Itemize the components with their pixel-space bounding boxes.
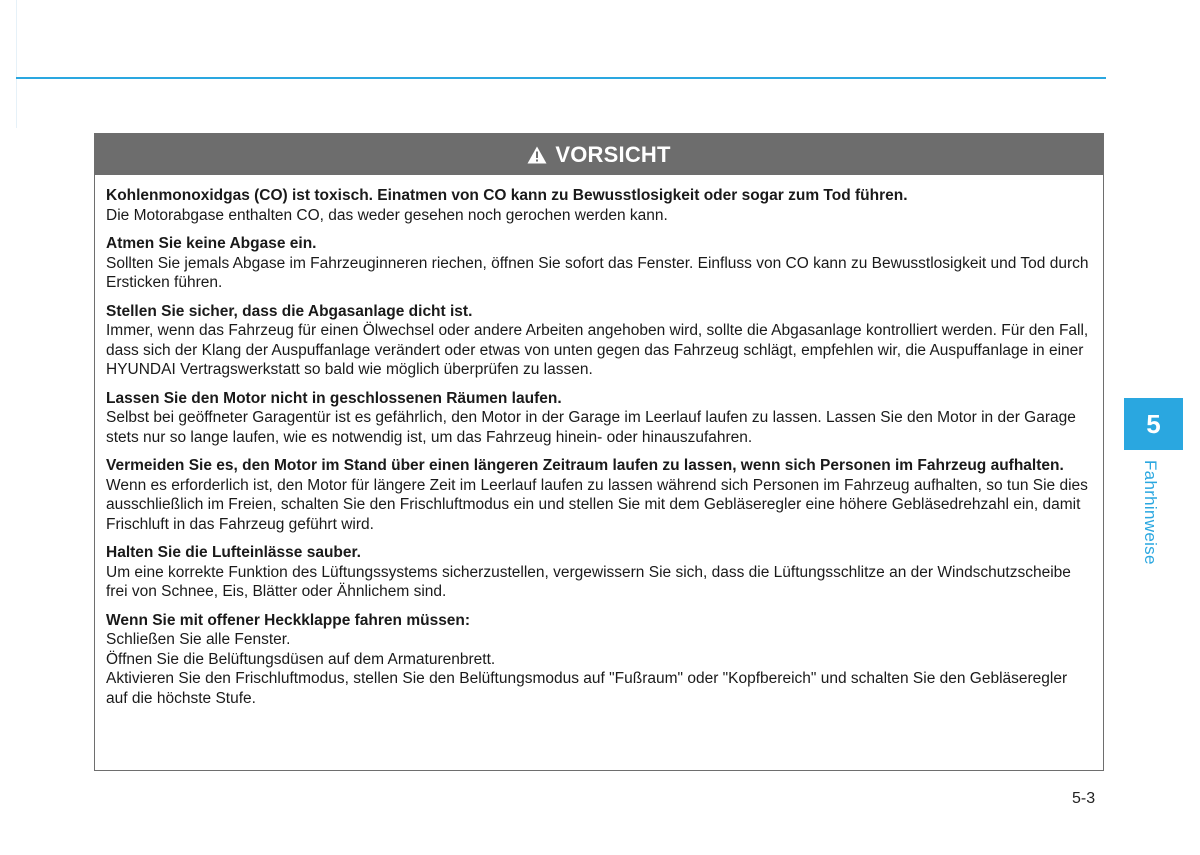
- block-text: Wenn es erforderlich ist, den Motor für längere Zeit im Leerlauf laufen zu lassen während sich Personen im Fahrzeug aufhalten, so tun Sie dies ausschließlich im Freien, schalten Sie den Frischluftmodus ein und stellen Sie mit dem Gebläseregler eine höhere Gebläsedrehzahl ein, damit Frischluft in das Fahrzeug geführt wird.: [106, 476, 1088, 533]
- block-text: Selbst bei geöffneter Garagentür ist es gefährlich, den Motor in der Garage im Leerlauf laufen zu lassen. Lassen Sie den Motor in der Garage stets nur so lange laufen, wie es notwendig ist, um das Fahrzeug hinein- oder hinauszufahren.: [106, 409, 1076, 446]
- block-text: Sollten Sie jemals Abgase im Fahrzeuginneren riechen, öffnen Sie sofort das Fenster. Einfluss von CO kann zu Bewusstlosigkeit und Tod durch Ersticken führen.: [106, 254, 1089, 291]
- page-number: 5-3: [1072, 790, 1096, 807]
- caution-block-tailgate: [106, 611, 1092, 709]
- block-title: Wenn Sie mit offener Heckklappe fahren müssen:: [106, 611, 471, 629]
- block-title: Vermeiden Sie es, den Motor im Stand über einen längeren Zeitraum laufen zu lassen, wenn sich Personen im Fahrzeug aufhalten.: [106, 457, 1064, 474]
- block-text: Um eine korrekte Funktion des Lüftungssystems sicherzustellen, vergewissern Sie sich, dass die Lüftungsschlitze an der Windschutzscheibe frei von Schnee, Eis, Blätter oder Ähnlichem sind.: [106, 563, 1071, 600]
- caution-box: [94, 133, 1104, 771]
- caution-block-co: [106, 186, 1092, 225]
- block-title: Kohlenmonoxidgas (CO) ist toxisch. Einatmen von CO kann zu Bewusstlosigkeit oder sogar zum Tod führen.: [106, 187, 908, 204]
- warning-triangle-icon: [527, 146, 547, 164]
- caution-body: [95, 175, 1103, 708]
- block-text: Die Motorabgase enthalten CO, das weder gesehen noch gerochen werden kann.: [106, 206, 668, 224]
- chapter-tab: 5: [1124, 398, 1183, 450]
- caution-block-closed-rooms: [106, 389, 1092, 448]
- left-margin-line: [16, 0, 17, 128]
- caution-title: VORSICHT: [555, 141, 671, 167]
- block-text: Immer, wenn das Fahrzeug für einen Ölwechsel oder andere Arbeiten angehoben wird, sollte die Abgasanlage kontrolliert werden. Für den Fall, dass sich der Klang der Auspuffanlage verändert oder etwas von unten gegen das Fahrzeug schlägt, empfehlen wir, die Auspuffanlage in einer HYUNDAI Vertragswerkstatt so bald wie möglich überprüfen zu lassen.: [106, 322, 1089, 378]
- caution-block-idling: [106, 456, 1092, 534]
- block-title: Stellen Sie sicher, dass die Abgasanlage dicht ist.: [106, 302, 473, 320]
- block-title: Halten Sie die Lufteinlässe sauber.: [106, 544, 361, 561]
- top-rule: [16, 77, 1106, 79]
- block-line: Aktivieren Sie den Frischluftmodus, stellen Sie den Belüftungsmodus auf "Fußraum" oder "Kopfbereich" und schalten Sie den Gebläseregler auf die höchste Stufe.: [106, 670, 1068, 707]
- caution-block-air-intake: [106, 543, 1092, 602]
- caution-block-exhaust: [106, 234, 1092, 293]
- block-line: Schließen Sie alle Fenster.: [106, 631, 291, 648]
- caution-header: [95, 134, 1103, 175]
- chapter-label: Fahrhinweise: [1141, 460, 1160, 565]
- block-title: Atmen Sie keine Abgase ein.: [106, 235, 317, 252]
- caution-block-exhaust-system: [106, 302, 1092, 380]
- block-title: Lassen Sie den Motor nicht in geschlossenen Räumen laufen.: [106, 389, 562, 407]
- block-line: Öffnen Sie die Belüftungsdüsen auf dem Armaturenbrett.: [106, 650, 496, 668]
